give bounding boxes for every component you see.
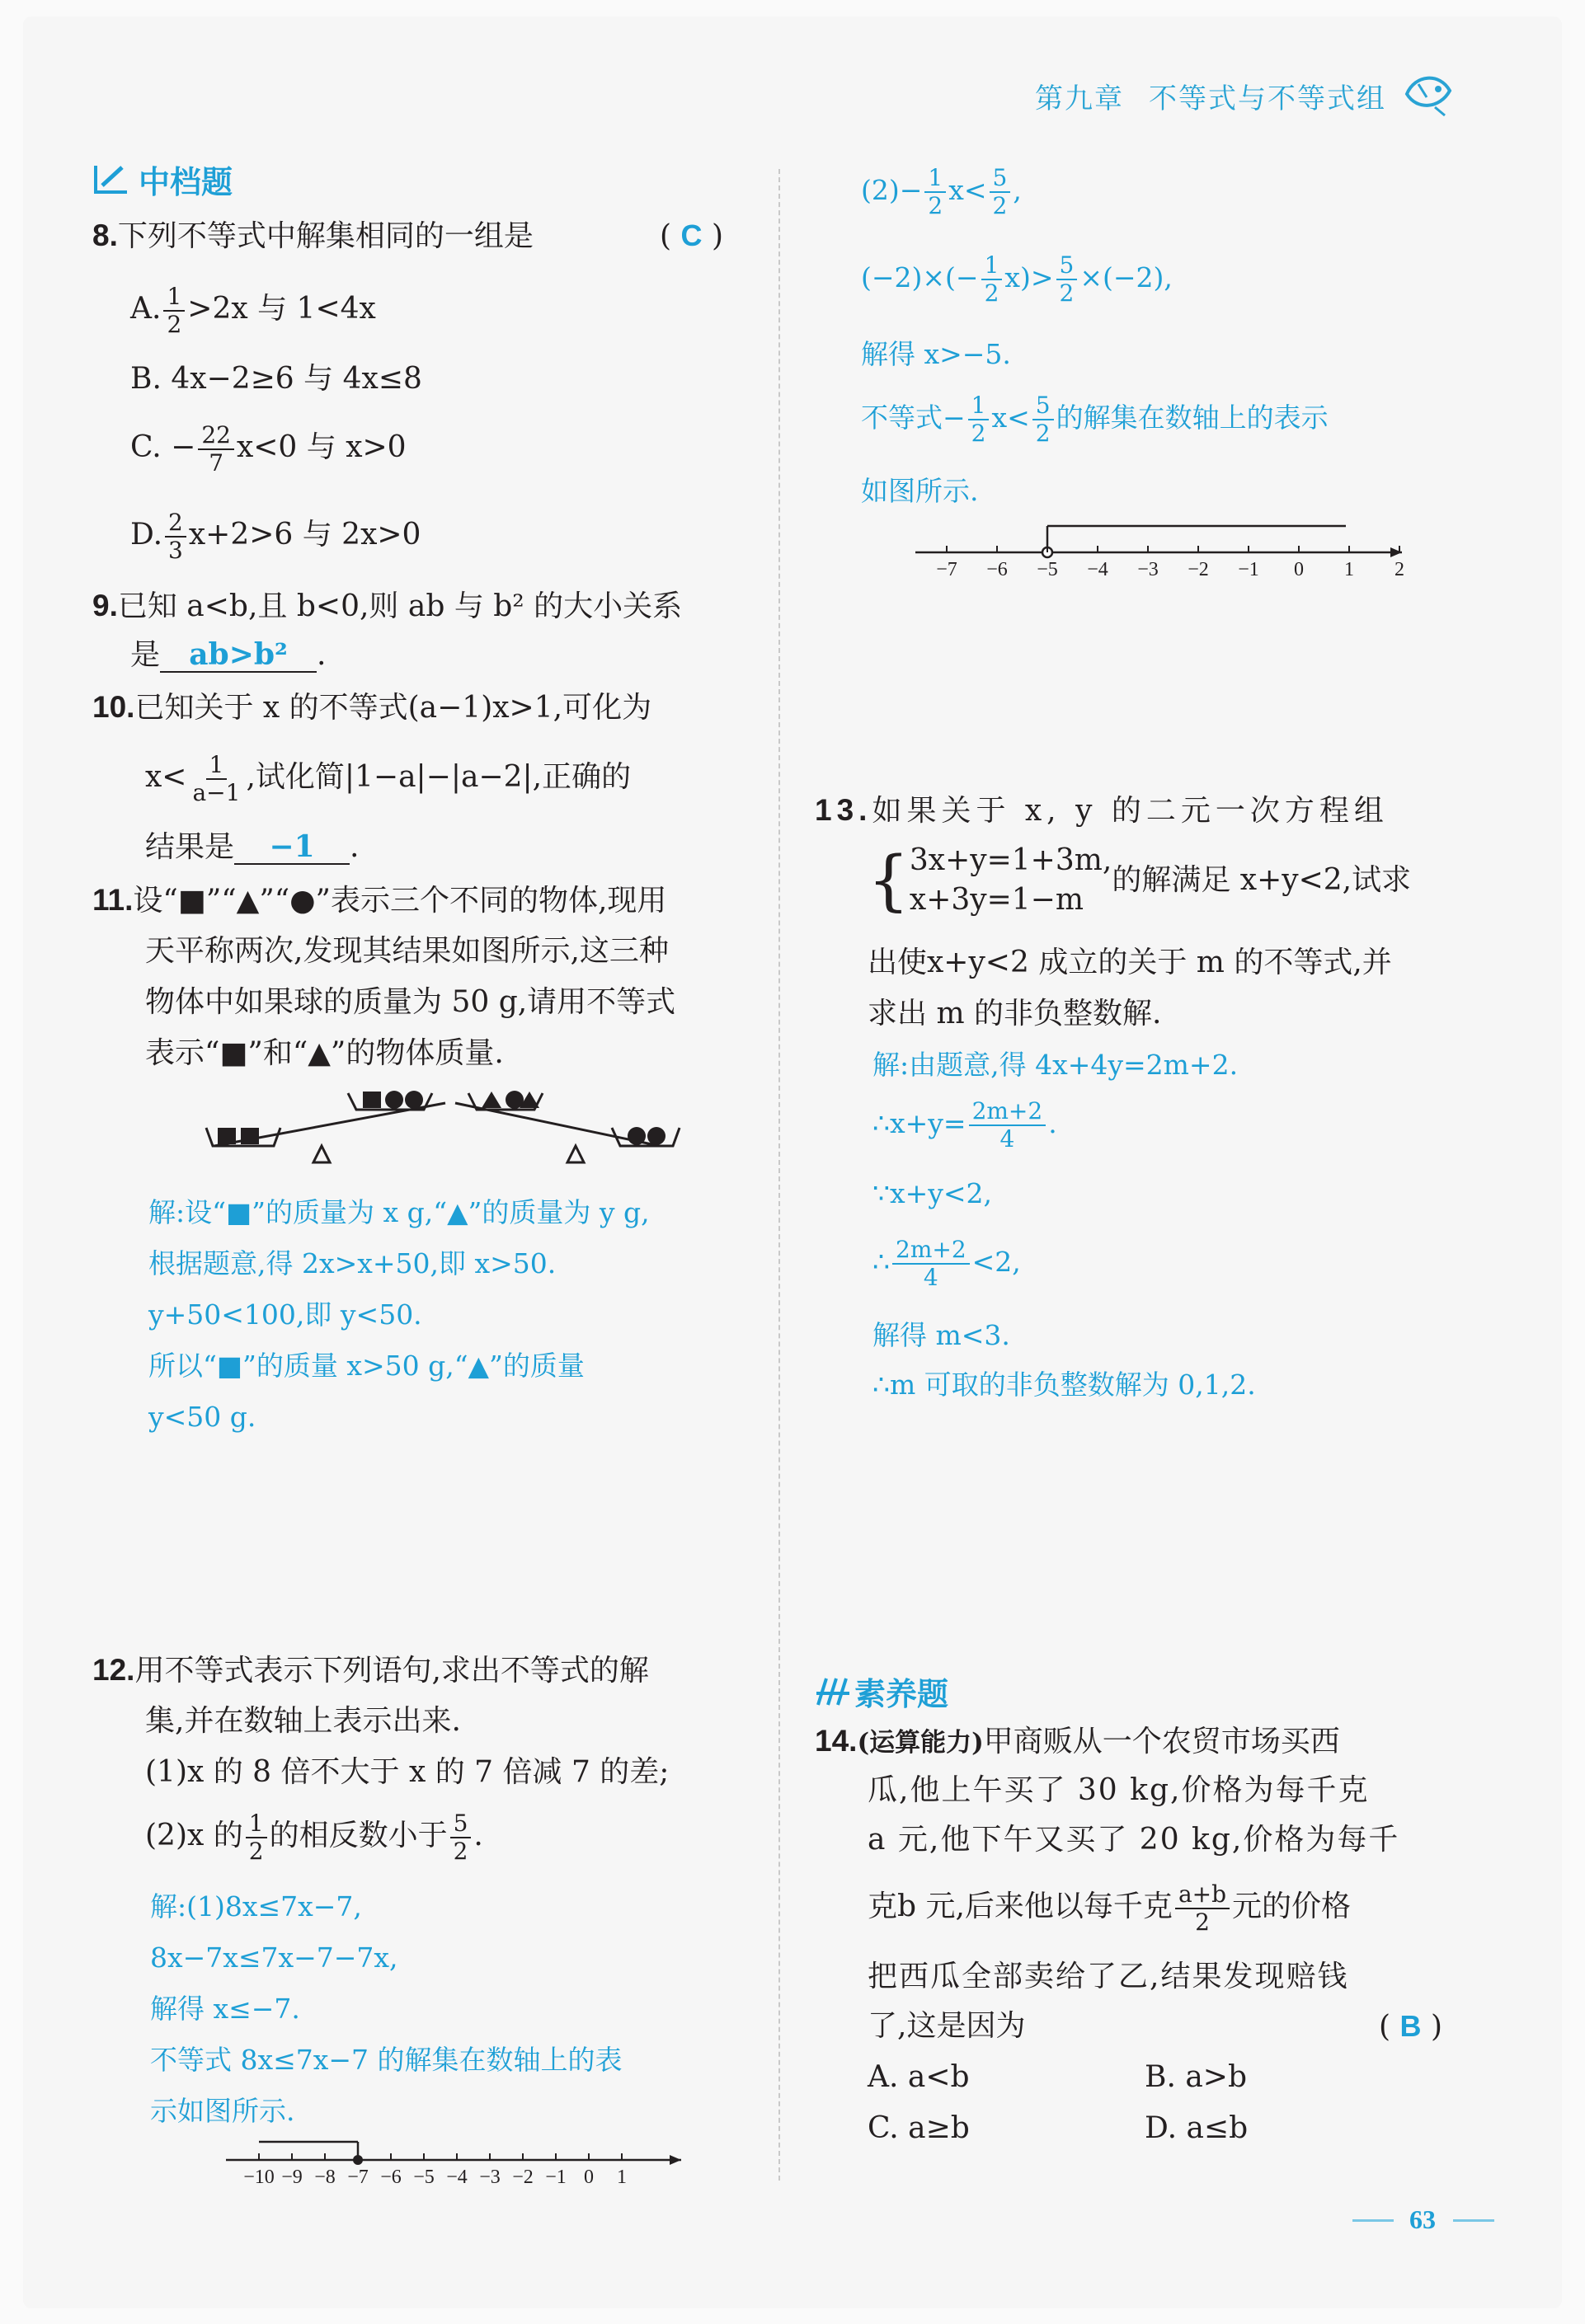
- answer-bracket-14: ( B ): [1379, 2009, 1442, 2044]
- axis-tick-label: 1: [617, 2167, 627, 2188]
- question-14-line5: 把西瓜全部卖给了乙,结果发现赔钱: [868, 1960, 1349, 1993]
- question-10: 10.已知关于 x 的不等式(a−1)x>1,可化为: [92, 690, 652, 725]
- question-14-line3: a 元,他下午又买了 20 kg,价格为每千: [868, 1823, 1400, 1857]
- bars-icon: [815, 1674, 851, 1707]
- question-11-line4: 表示“■”和“▲”的物体质量.: [145, 1036, 504, 1070]
- chapter-header: [1035, 76, 1386, 116]
- section-title-middle: 中档题: [139, 164, 233, 200]
- fish-logo-icon: [1402, 66, 1455, 119]
- axis-tick-label: 1: [1344, 559, 1354, 580]
- axis-tick-label: −6: [986, 559, 1008, 580]
- option-d: D. $\frac{2}{3}$ x+2>6 与 2x>0: [130, 509, 421, 564]
- question-12-line2: 集,并在数轴上表示出来.: [145, 1704, 461, 1738]
- solution-12-part2-line4: 不等式− $\frac{1}{2}$ x< $\frac{5}{2}$ 的解集在数轴上的表示: [861, 392, 1329, 447]
- question-11: 11.设“■”“▲”“●”表示三个不同的物体,现用: [92, 883, 667, 918]
- question-10-line2: x< $\frac{1}{a-1}$ ,试化简|1−a|−|a−2|,正确的: [145, 751, 632, 806]
- column-divider: [778, 169, 780, 2181]
- solution-13-line6: ∴m 可取的非负整数解为 0,1,2.: [872, 1369, 1256, 1401]
- question-9-line2: 是 ab>b² .: [130, 637, 327, 672]
- axis-tick-label: −5: [413, 2167, 435, 2188]
- axis-tick-label: 2: [1395, 559, 1404, 580]
- axis-tick-label: −10: [243, 2167, 275, 2188]
- axis-tick-label: −7: [347, 2167, 369, 2188]
- solution-13-line1: 解:由题意,得 4x+4y=2m+2.: [872, 1049, 1239, 1081]
- solution-12-part2-line3: 解得 x>−5.: [861, 338, 1011, 370]
- question-14-line2: 瓜,他上午买了 30 kg,价格为每千克: [868, 1773, 1370, 1807]
- question-12: 12.用不等式表示下列语句,求出不等式的解: [92, 1653, 649, 1688]
- question-9: 9.已知 a<b,且 b<0,则 ab 与 b² 的大小关系: [92, 589, 683, 623]
- chapter-title: 不等式与不等式组: [1149, 82, 1386, 115]
- number-line-12: [214, 2135, 693, 2193]
- question-13-system: { 3x+y=1+3m, x+3y=1−m 的解满足 x+y<2,试求: [868, 842, 1412, 918]
- axis-tick-label: −4: [1087, 559, 1108, 580]
- question-stem: 下列不等式中解集相同的一组是: [117, 219, 534, 253]
- question-13-line3: 出使x+y<2 成立的关于 m 的不等式,并: [868, 946, 1392, 979]
- question-12-line4: (2)x 的 $\frac{1}{2}$ 的相反数小于 $\frac{5}{2}$ .: [145, 1810, 483, 1865]
- option-c: C. − $\frac{22}{7}$ x<0 与 x>0: [130, 421, 407, 477]
- section-title-literacy: 素养题: [854, 1676, 949, 1712]
- answer-blank: −1: [234, 830, 350, 865]
- axis-tick-label: −3: [1137, 559, 1159, 580]
- axis-tick-label: 0: [1294, 559, 1304, 580]
- question-14-line6: 了,这是因为: [868, 2009, 1026, 2043]
- option-d: D. a≤b: [1145, 2111, 1249, 2145]
- axis-tick-label: −1: [545, 2167, 567, 2188]
- answer-choice: C: [680, 218, 703, 252]
- option-a: A. a<b: [868, 2060, 970, 2094]
- axis-tick-label: −6: [380, 2167, 402, 2188]
- solution-13-line4: ∴ $\frac{2m+2}{4}$ <2,: [872, 1236, 1021, 1291]
- axis-tick-label: −2: [1188, 559, 1209, 580]
- answer-blank: ab>b²: [160, 638, 317, 673]
- solution-12-part2-line1: (2)− $\frac{1}{2}$ x< $\frac{5}{2}$ ,: [861, 164, 1022, 219]
- number-line-12-part2: [907, 518, 1410, 584]
- axis-tick-label: −4: [446, 2167, 468, 2188]
- chapter-number: 第九章: [1035, 82, 1124, 115]
- solution-13-line3: ∵x+y<2,: [872, 1177, 993, 1209]
- solution-12-part2-line5: 如图所示.: [861, 475, 979, 507]
- solution-13-line5: 解得 m<3.: [872, 1319, 1010, 1351]
- question-14-line4: 克b 元,后来他以每千克 $\frac{a+b}{2}$ 元的价格: [868, 1880, 1352, 1936]
- question-8: [92, 211, 534, 261]
- question-10-line3: 结果是 −1 .: [145, 829, 360, 864]
- axis-tick-label: 0: [584, 2167, 594, 2188]
- option-b: B. a>b: [1145, 2060, 1248, 2094]
- question-13-line4: 求出 m 的非负整数解.: [868, 997, 1162, 1031]
- pencil-chart-icon: [92, 161, 130, 197]
- axis-tick-label: −9: [281, 2167, 303, 2188]
- option-b: B. 4x−2≥6 与 4x≤8: [130, 362, 422, 396]
- answer-bracket: ( C ): [660, 218, 723, 253]
- option-a: A. $\frac{1}{2}$ >2x 与 1<4x: [130, 283, 376, 338]
- question-number: 8.: [92, 218, 118, 252]
- axis-tick-label: −1: [1238, 559, 1259, 580]
- axis-tick-label: −5: [1037, 559, 1058, 580]
- axis-tick-label: −7: [936, 559, 957, 580]
- page-number: 63: [1409, 2204, 1436, 2234]
- question-12-line3: (1)x 的 8 倍不大于 x 的 7 倍减 7 的差;: [145, 1755, 670, 1789]
- question-11-line2: 天平称两次,发现其结果如图所示,这三种: [145, 934, 669, 968]
- axis-tick-label: −2: [512, 2167, 534, 2188]
- solution-12: 解:(1)8x≤7x−7, 8x−7x≤7x−7−7x, 解得 x≤−7. 不等式 8x≤7x−7 的解集在数轴上的表 示如图所示.: [150, 1890, 623, 2127]
- balance-scales-figure: [198, 1080, 693, 1179]
- question-11-line3: 物体中如果球的质量为 50 g,请用不等式: [145, 985, 676, 1019]
- solution-11: 解:设“■”的质量为 x g,“▲”的质量为 y g, 根据题意,得 2x>x+50,即 x>50. y+50<100,即 y<50. 所以“■”的质量 x>50 g,“▲”的质量 y<50 g.: [148, 1196, 650, 1433]
- question-13: 13.如果关于 x, y 的二元一次方程组: [815, 793, 1389, 828]
- solution-12-part2-line2: (−2)×(− $\frac{1}{2}$ x)> $\frac{5}{2}$ ×(−2),: [861, 251, 1173, 307]
- answer-choice: B: [1399, 2009, 1422, 2043]
- question-14: 14.(运算能力)甲商贩从一个农贸市场买西: [815, 1724, 1340, 1758]
- option-c: C. a≥b: [868, 2111, 970, 2145]
- axis-tick-label: −3: [479, 2167, 501, 2188]
- axis-tick-label: −8: [314, 2167, 336, 2188]
- solution-13-line2: ∴x+y= $\frac{2m+2}{4}$ .: [872, 1097, 1057, 1153]
